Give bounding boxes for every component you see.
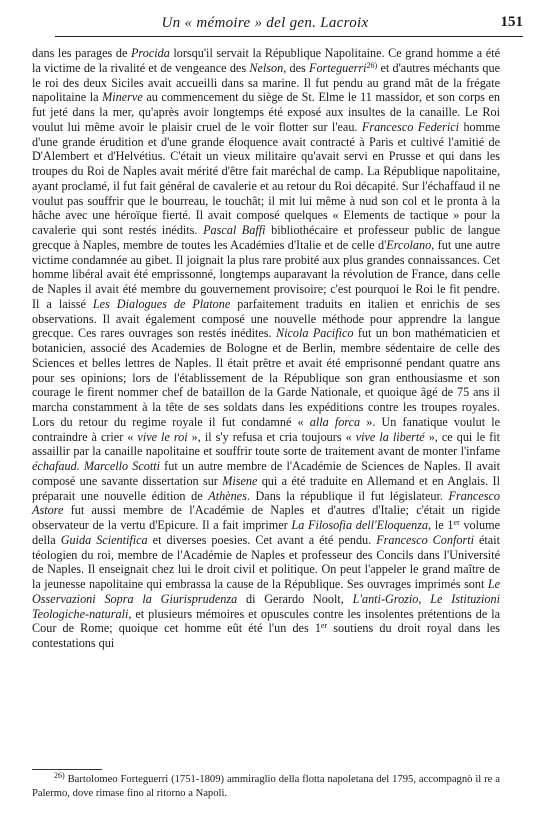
text-run: , des bbox=[283, 60, 309, 75]
italic-term: Ercolano bbox=[386, 237, 432, 252]
italic-term: L'anti-Grozio, Le Istituzioni Teologiche-naturali bbox=[32, 591, 500, 621]
footnote bbox=[32, 773, 500, 801]
italic-term: Les Dialogues de Platone bbox=[92, 296, 231, 311]
text-run: soutiens du droit royal dans les contestations qui bbox=[32, 621, 500, 650]
text-run: qui a été traduite en Allemand et en Anglais. Il préparait une nouvelle édition de bbox=[32, 473, 500, 503]
italic-term: La Filosofia dell'Eloquenza bbox=[291, 518, 429, 532]
text-run: », il s'y refusa et cria toujours « bbox=[187, 429, 356, 444]
text-run: , fut une autre victime condamnée au gibet. Il joignait la plus rare probité aux plus grandes connaissances. Cet homme libéral avait été emprissonné, longtemps auparavant la révolution de France, dans celle de Naples il avait été membre du gouvernement provisoire; c'est pourquoi le Roi le fit pendre. Il a laissé bbox=[32, 237, 500, 311]
text-run: fut un autre membre de l'Académie de Sciences de Naples. Il avait composé une savante dissertation sur bbox=[32, 459, 501, 488]
text-run: ». Un fanatique voulut le contraindre à crier « bbox=[32, 414, 501, 444]
page-number: 151 bbox=[500, 14, 523, 30]
page-header bbox=[55, 12, 523, 37]
text-run: lorsqu'il servait la République Napolitaine. Ce grand homme a été la victime de la rivalité et de vengeance des bbox=[32, 46, 500, 75]
italic-term: vive la liberté bbox=[355, 429, 425, 444]
italic-term: échafaud. bbox=[32, 459, 80, 473]
footnote-text: Bartolomeo Forteguerri (1751-1809) ammiraglio della flotta napoletana del 1795, accompagnò il re a Palermo, dove rimase fino al ritorno a Napoli. bbox=[32, 774, 500, 799]
italic-term: Francesco Conforti bbox=[376, 532, 474, 547]
text-run: et diverses poesies. Cet avant a été pendu. bbox=[147, 532, 377, 547]
text-run: , le 1 bbox=[428, 518, 454, 532]
text-run: dans les parages de bbox=[32, 46, 131, 60]
text-run: . Dans la république il fut législateur. bbox=[246, 488, 449, 503]
italic-term: Misene bbox=[222, 473, 258, 488]
body-paragraph bbox=[32, 46, 500, 651]
italic-term: vive le roi bbox=[137, 429, 188, 444]
italic-term: Nicola Pacifico bbox=[275, 326, 354, 341]
footnote-reference: 26) bbox=[366, 60, 378, 70]
italic-term: Guida Scientifica bbox=[60, 532, 148, 547]
text-run: au commencement du siège de St. Elme le 11 massidor, et son corps en fut jeté dans la mer, qu'après avoir longtemps été exposé aux insultes de la canaille. Le Roi voulut lui même avoir le plaisir cruel de le voir flotter sur l'eau. bbox=[32, 90, 500, 134]
text-run: et d'autres méchants que le roi des deux Siciles avait accueilli dans sa marine. Il fut pendu au grand mât de la frégate napolitaine la bbox=[32, 60, 501, 105]
text-run: », ce qui le fit assaillir par la canaille napolitaine et souffrir toute sorte de traitement avant de monter l'infame bbox=[32, 429, 500, 459]
italic-term: Minerve bbox=[102, 90, 143, 105]
text-run: fut aussi membre de l'Académie de Naples et d'autres d'Italie; c'était un rigide observateur de la vertu d'Epicure. Il a fait imprimer bbox=[32, 503, 500, 532]
superscript: er bbox=[320, 621, 328, 631]
italic-term: Francesco Astore bbox=[32, 488, 500, 518]
text-run: di Gerardo Noolt, bbox=[237, 591, 353, 606]
italic-term: Pascal Baffi bbox=[203, 223, 266, 237]
italic-term: Athènes bbox=[208, 488, 247, 503]
text-run: était téologien du roi, membre de l'Académie de Naples et professeur des Concils dans l'Université de Naples. Il enseignait chez lui le droit civil et politique. On peut l'appeler le grand maître de la jeunesse napolitaine qui embrassa la cause de la République. Ses ouvrages imprimés sont bbox=[32, 532, 500, 591]
italic-term: Nelson bbox=[249, 60, 284, 75]
text-run: , et plusieurs mémoires et opuscules contre les insolentes prétentions de la Cour de Rome; quoique cet homme eût été l'un des 1 bbox=[32, 606, 500, 636]
footnote-number: 26) bbox=[54, 771, 65, 780]
italic-term: Marcello Scotti bbox=[83, 459, 161, 473]
italic-term: Procida bbox=[130, 46, 170, 60]
italic-term: Forteguerri bbox=[309, 60, 367, 75]
superscript: er bbox=[453, 518, 460, 527]
italic-term: alla forca bbox=[309, 414, 361, 429]
italic-term: Francesco Federici bbox=[361, 119, 460, 134]
footnote-paragraph bbox=[32, 773, 500, 801]
italic-term: Le Osservazioni Sopra la Giurisprudenza bbox=[32, 577, 500, 606]
main-text bbox=[32, 46, 500, 651]
text-run: parfaitement traduits en italien et enrichis de ses observations. Il avait également composé une nouvelle méthode pour apprendre la langue grecque. Ces rares ouvrages son restés inédites. bbox=[32, 296, 500, 341]
text-run: homme d'une grande érudition et d'une grande éloquence avait contracté à Paris et cultivé l'amitié de D'Alembert et d'Helvétius. C'était un vieux militaire qu'avait servi en Prusse et qui dans les troupes du Roi de Naples avait mérité d'être fait maréchal de camp. La République napolitaine, ayant proclamé, il fut fait général de cavalerie et au retour du Roi décapité. Sur l'échaffaud il ne voulut pas souffrir que le bourreau, le touchât; il mit lui même à nud son col et le pronta à la hâche avec une héroïque fierté. Il avait composé quelques « Elements de tactique » pour la cavalerie qui sont restés inédits. bbox=[32, 119, 500, 237]
footnote-divider bbox=[32, 769, 102, 770]
text-run: bibliothécaire et professeur public de langue grecque à Naples, membre de toutes les Académies d'Italie et de celle d' bbox=[32, 223, 501, 252]
text-run: fut un bon mathématicien et botanicien, associé des Academies de Bologne et de Berlin, membre sédentaire de celle des Sciences et belles lettres de Naples. Il était prêtre et avait été emprisonné pendant quatre ans pour ses opinions; lors de l'établissement de la République son gran enthousiasme et son courage le firent nommer chef de bataillon de la Garde Nationale, et quoique âgé de 75 ans il marcha constamment à la tête de ses soldats dans les expéditions contre les troupes royales. Lors du retour du regime royale il fut condamné « bbox=[32, 326, 500, 429]
running-title: Un « mémoire » del gen. Lacroix bbox=[161, 15, 369, 31]
text-run: volume della bbox=[32, 518, 501, 547]
